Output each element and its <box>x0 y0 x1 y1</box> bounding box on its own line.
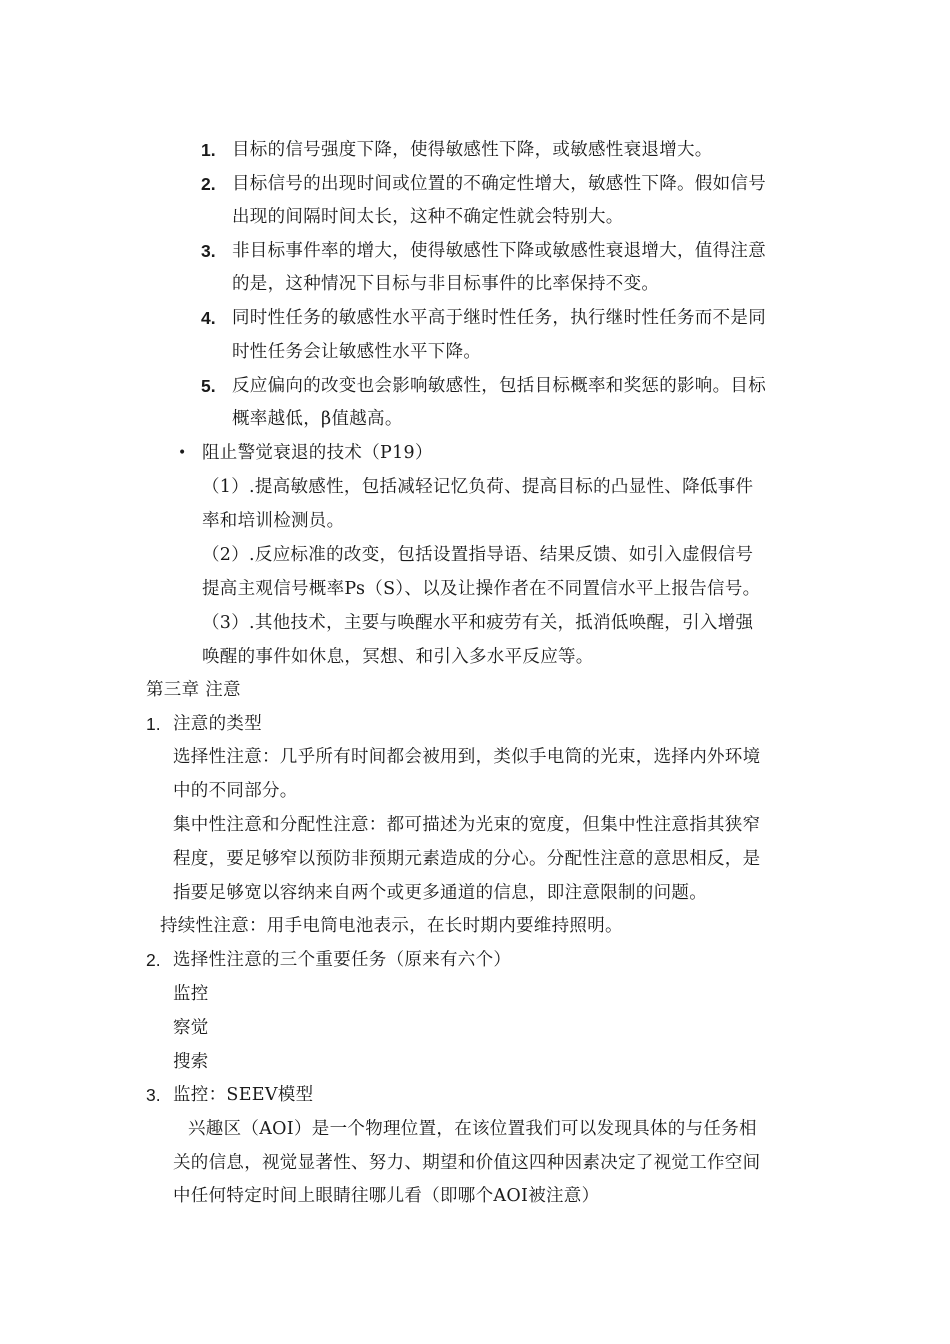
list-item-text: 的是，这种情况下目标与非目标事件的比率保持不变。 <box>232 274 660 294</box>
section-paragraph: 关的信息，视觉显著性、努力、期望和价值这四种因素决定了视觉工作空间 <box>173 1153 761 1173</box>
section-paragraph: 兴趣区（AOI）是一个物理位置，在该位置我们可以发现具体的与任务相 <box>188 1119 757 1139</box>
list-item-text: 出现的间隔时间太长，这种不确定性就会特别大。 <box>232 207 624 227</box>
list-number: 3. <box>201 241 216 261</box>
technique-paragraph: （1）.提高敏感性，包括减轻记忆负荷、提高目标的凸显性、降低事件 <box>202 477 754 497</box>
bullet-dot: • <box>178 445 187 461</box>
list-number: 4. <box>201 308 216 328</box>
section-title: 注意的类型 <box>173 714 262 734</box>
list-item-text: 非目标事件率的增大，使得敏感性下降或敏感性衰退增大，值得注意 <box>232 241 766 261</box>
section-paragraph: 选择性注意：几乎所有时间都会被用到，类似手电筒的光束，选择内外环境 <box>173 747 761 767</box>
section-title: 选择性注意的三个重要任务（原来有六个） <box>173 950 512 970</box>
task-item: 搜索 <box>173 1052 209 1072</box>
section-number: 2. <box>146 950 161 970</box>
section-paragraph: 程度，要足够窄以预防非预期元素造成的分心。分配性注意的意思相反，是 <box>173 849 761 869</box>
list-item-text: 概率越低，β值越高。 <box>232 409 403 429</box>
section-number: 3. <box>146 1085 161 1105</box>
techniques-heading: 阻止警觉衰退的技术（P19） <box>202 443 433 463</box>
sustained-attention: 持续性注意：用手电筒电池表示，在长时期内要维持照明。 <box>160 916 623 936</box>
list-number: 1. <box>201 140 216 160</box>
list-number: 2. <box>201 174 216 194</box>
task-item: 监控 <box>173 984 209 1004</box>
technique-paragraph: 率和培训检测员。 <box>202 511 345 531</box>
section-title: 监控：SEEV模型 <box>173 1085 314 1105</box>
section-paragraph: 中的不同部分。 <box>173 781 298 801</box>
list-item-text: 时性任务会让敏感性水平下降。 <box>232 342 482 362</box>
section-paragraph: 集中性注意和分配性注意：都可描述为光束的宽度，但集中性注意指其狭窄 <box>173 815 761 835</box>
list-item-text: 反应偏向的改变也会影响敏感性，包括目标概率和奖惩的影响。目标 <box>232 376 766 396</box>
section-number: 1. <box>146 714 161 734</box>
section-paragraph: 指要足够宽以容纳来自两个或更多通道的信息，即注意限制的问题。 <box>173 883 707 903</box>
technique-paragraph: 提高主观信号概率Ps（S）、以及让操作者在不同置信水平上报告信号。 <box>202 579 761 599</box>
technique-paragraph: （2）.反应标准的改变，包括设置指导语、结果反馈、如引入虚假信号 <box>202 545 754 565</box>
task-item: 察觉 <box>173 1018 209 1038</box>
technique-paragraph: 唤醒的事件如休息，冥想、和引入多水平反应等。 <box>202 647 594 667</box>
technique-paragraph: （3）.其他技术，主要与唤醒水平和疲劳有关，抵消低唤醒，引入增强 <box>202 613 754 633</box>
list-item-text: 同时性任务的敏感性水平高于继时性任务，执行继时性任务而不是同 <box>232 308 766 328</box>
chapter-title: 第三章 注意 <box>146 680 241 700</box>
list-item-text: 目标信号的出现时间或位置的不确定性增大，敏感性下降。假如信号 <box>232 174 766 194</box>
list-item-text: 目标的信号强度下降，使得敏感性下降，或敏感性衰退增大。 <box>232 140 713 160</box>
section-paragraph: 中任何特定时间上眼睛往哪儿看（即哪个AOI被注意） <box>173 1186 600 1206</box>
list-number: 5. <box>201 376 216 396</box>
